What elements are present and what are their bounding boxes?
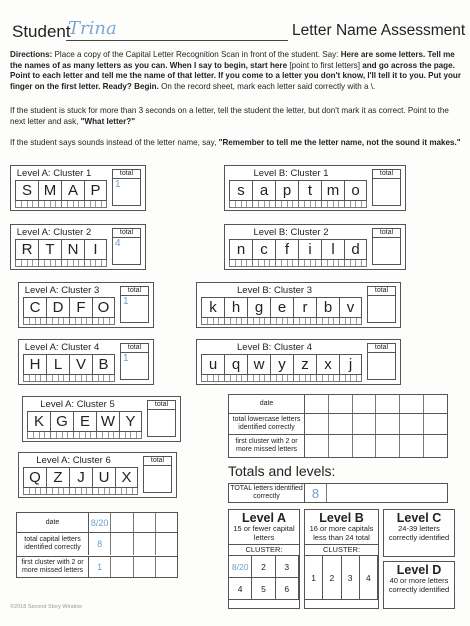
total-label: total (113, 229, 140, 238)
tally-cell[interactable] (61, 260, 84, 267)
upper-total-label: total capital letters identified correctly (17, 533, 89, 555)
tally-cell[interactable] (339, 375, 362, 382)
level-b-cluster-label: CLUSTER: (305, 544, 378, 556)
letter-cell: U (92, 467, 115, 488)
sounds-paragraph: If the student says sounds instead of the letter name, say, "Remember to tell me the letter name, not the sound it makes." (10, 138, 461, 147)
letter-cell: r (293, 297, 316, 318)
letter-cell: M (38, 180, 61, 201)
cluster-title: Level B: Cluster 4 (237, 342, 312, 353)
tally-cell[interactable] (69, 488, 92, 495)
totals-label: TOTAL letters identified correctly (229, 484, 305, 502)
tally-cell[interactable] (316, 318, 339, 325)
cluster-total-box[interactable] (372, 228, 401, 265)
tally-cell[interactable] (92, 375, 115, 382)
total-label: total (368, 287, 395, 296)
letter-cell: f (275, 239, 298, 260)
letter-cell: S (15, 180, 38, 201)
level-c-desc: 24-39 letters correctly identified (388, 524, 450, 542)
letter-cell: V (69, 354, 92, 375)
tally-cell[interactable] (69, 375, 92, 382)
total-label: total (121, 344, 148, 353)
b-cluster-1 (224, 165, 406, 211)
letter-cell: X (115, 467, 138, 488)
tally-cell[interactable] (15, 201, 38, 208)
letter-cell: v (339, 297, 362, 318)
tally-cell[interactable] (73, 432, 96, 439)
level-a-desc: 15 or fewer capital letters (233, 524, 295, 542)
tally-cell[interactable] (321, 260, 344, 267)
letter-cell: Z (46, 467, 69, 488)
a-cluster-4 (18, 339, 154, 385)
cluster-title: Level A: Cluster 6 (36, 455, 111, 466)
level-b-cluster-cell[interactable]: 1 (305, 556, 323, 600)
cluster-total-box[interactable] (372, 169, 401, 206)
letter-cell: i (298, 239, 321, 260)
letter-cell: p (275, 180, 298, 201)
letter-cell: C (23, 297, 46, 318)
level-b-desc: 16 or more capitals less than 24 total (309, 524, 374, 542)
directions-paragraph: Directions: Place a copy of the Capital Letter Recognition Scan in front of the student. Say: Here are some letters. Tell me the names of as many letters as you can. When I say to begin, start here [point to first letters] and go across the page. Point to each letter and tell me the name of that letter. If you come to a letter you don't know, I'll tell it to you. Put your finger on the first letter. Ready? Begin. On the record sheet, mark each letter said correctly with a \. (10, 50, 462, 91)
tally-cell[interactable] (15, 260, 38, 267)
tally-cell[interactable] (119, 432, 142, 439)
cluster-total-box[interactable] (120, 343, 149, 380)
level-c-box (383, 509, 455, 557)
tally-cell[interactable] (46, 488, 69, 495)
letter-cell: A (61, 180, 84, 201)
cluster-total-value[interactable]: 1 (123, 353, 129, 364)
lower-total-label: total lowercase letters identified correctly (229, 414, 305, 434)
tally-cell[interactable] (224, 375, 247, 382)
tally-cell[interactable] (344, 201, 367, 208)
level-c-title: Level C (396, 511, 442, 525)
tally-cell[interactable] (84, 260, 107, 267)
tally-cell[interactable] (84, 201, 107, 208)
stuck-paragraph: If the student is stuck for more than 3 seconds on a letter, tell the student the letter, but don't mark it as correct. Point to the next letter and ask, "What letter?" (10, 106, 449, 126)
cluster-title: Level A: Cluster 3 (24, 285, 100, 296)
total-label: total (113, 170, 140, 179)
student-name-line (66, 40, 288, 41)
lower-date-label: date (229, 395, 305, 413)
total-label: total (121, 287, 148, 296)
tally-cell[interactable] (23, 318, 46, 325)
letter-cell: n (229, 239, 252, 260)
lower-first-cluster-label: first cluster with 2 or more missed letters (229, 435, 305, 457)
letter-cell: y (270, 354, 293, 375)
letter-cell: e (270, 297, 293, 318)
tally-cell[interactable] (23, 375, 46, 382)
b-cluster-3 (196, 282, 401, 328)
letter-cell: J (69, 467, 92, 488)
level-a-box (228, 509, 300, 609)
letter-cell: z (293, 354, 316, 375)
level-b-title: Level B (319, 511, 364, 525)
tally-cell[interactable] (247, 375, 270, 382)
upper-date-label: date (17, 513, 89, 532)
upper-total-value[interactable]: 8 (89, 533, 111, 555)
total-label: total (368, 344, 395, 353)
cluster-title: Level B: Cluster 2 (253, 227, 329, 238)
tally-cell[interactable] (38, 201, 61, 208)
level-b-box (304, 509, 379, 609)
letter-cell: H (23, 354, 46, 375)
letter-cell: g (247, 297, 270, 318)
cluster-total-box[interactable] (367, 343, 396, 380)
level-b-cluster-cell[interactable]: 4 (360, 556, 378, 600)
letter-cell: R (15, 239, 38, 260)
tally-cell[interactable] (224, 318, 247, 325)
upper-date-value[interactable]: 8/20 (89, 513, 111, 532)
letter-cell: P (84, 180, 107, 201)
b-cluster-4 (196, 339, 401, 385)
letter-cell: q (224, 354, 247, 375)
student-label: Student (12, 22, 71, 41)
b-cluster-2 (224, 224, 406, 270)
letter-cell: w (247, 354, 270, 375)
level-b-cluster-cell[interactable]: 3 (342, 556, 360, 600)
letter-cell: a (252, 180, 275, 201)
cluster-total-box[interactable] (147, 400, 176, 437)
tally-cell[interactable] (339, 318, 362, 325)
level-d-title: Level D (396, 563, 442, 577)
total-label: total (148, 401, 175, 410)
letter-cell: k (201, 297, 224, 318)
cluster-total-value[interactable]: 1 (123, 296, 129, 307)
tally-cell[interactable] (293, 318, 316, 325)
cluster-total-box[interactable] (143, 456, 172, 493)
cluster-total-box[interactable] (120, 286, 149, 323)
cluster-title: Level A: Cluster 2 (16, 227, 92, 238)
letter-cell: E (73, 411, 96, 432)
cluster-title: Level B: Cluster 1 (253, 168, 329, 179)
cluster-total-value[interactable]: 4 (115, 238, 121, 249)
letter-cell: N (61, 239, 84, 260)
tally-cell[interactable] (298, 201, 321, 208)
level-d-box (383, 561, 455, 609)
level-d-desc: 40 or more letters correctly identified (388, 576, 450, 594)
level-a-cluster-cell[interactable]: 5 (252, 578, 275, 600)
level-a-cluster-cell[interactable]: 8/20 (229, 556, 252, 578)
tally-cell[interactable] (61, 201, 84, 208)
tally-cell[interactable] (298, 260, 321, 267)
letter-cell: b (316, 297, 339, 318)
letter-cell: D (46, 297, 69, 318)
tally-cell[interactable] (201, 318, 224, 325)
cluster-total-box[interactable] (112, 228, 141, 265)
tally-cell[interactable] (38, 260, 61, 267)
letter-cell: Q (23, 467, 46, 488)
tally-cell[interactable] (316, 375, 339, 382)
cluster-title: Level A: Cluster 4 (24, 342, 100, 353)
letter-cell: L (46, 354, 69, 375)
cluster-total-box[interactable] (112, 169, 141, 206)
letter-cell: B (92, 354, 115, 375)
cluster-total-value[interactable]: 1 (115, 179, 121, 190)
letter-cell: c (252, 239, 275, 260)
tally-cell[interactable] (252, 260, 275, 267)
totals-title: Totals and levels: (228, 463, 336, 479)
letter-cell: x (316, 354, 339, 375)
tally-cell[interactable] (229, 260, 252, 267)
tally-cell[interactable] (92, 318, 115, 325)
page-title: Letter Name Assessment (292, 22, 466, 39)
letter-cell: I (84, 239, 107, 260)
tally-cell[interactable] (247, 318, 270, 325)
tally-cell[interactable] (69, 318, 92, 325)
letter-cell: F (69, 297, 92, 318)
student-name[interactable]: Trina (68, 18, 117, 39)
tally-cell[interactable] (46, 318, 69, 325)
letter-cell: O (92, 297, 115, 318)
level-a-cluster-cell[interactable]: 3 (276, 556, 299, 578)
total-label: total (373, 170, 400, 179)
upper-first-cluster-label: first cluster with 2 or more missed letters (17, 557, 89, 577)
tally-cell[interactable] (275, 260, 298, 267)
level-a-cluster-cell[interactable]: 2 (252, 556, 275, 578)
level-a-cluster-cell[interactable]: 4 (229, 578, 252, 600)
tally-cell[interactable] (293, 375, 316, 382)
lowercase-record-table (228, 394, 448, 458)
a-cluster-1 (10, 165, 146, 211)
tally-cell[interactable] (229, 201, 252, 208)
letter-cell: t (298, 180, 321, 201)
tally-cell[interactable] (252, 201, 275, 208)
tally-cell[interactable] (201, 375, 224, 382)
tally-cell[interactable] (270, 318, 293, 325)
letter-cell: u (201, 354, 224, 375)
tally-cell[interactable] (46, 375, 69, 382)
letter-cell: l (321, 239, 344, 260)
tally-cell[interactable] (321, 201, 344, 208)
letter-cell: K (27, 411, 50, 432)
totals-table (228, 483, 448, 503)
letter-cell: s (229, 180, 252, 201)
tally-cell[interactable] (92, 488, 115, 495)
letter-cell: W (96, 411, 119, 432)
level-a-cluster-cell[interactable]: 6 (276, 578, 299, 600)
level-b-cluster-cell[interactable]: 2 (323, 556, 341, 600)
tally-cell[interactable] (344, 260, 367, 267)
letter-cell: h (224, 297, 247, 318)
letter-cell: Y (119, 411, 142, 432)
level-a-title: Level A (241, 511, 286, 525)
tally-cell[interactable] (115, 488, 138, 495)
letter-cell: o (344, 180, 367, 201)
cluster-title: Level B: Cluster 3 (237, 285, 312, 296)
letter-cell: m (321, 180, 344, 201)
total-label: total (373, 229, 400, 238)
tally-cell[interactable] (270, 375, 293, 382)
tally-cell[interactable] (96, 432, 119, 439)
tally-cell[interactable] (23, 488, 46, 495)
capital-first-cluster-table (16, 556, 178, 578)
letter-cell: T (38, 239, 61, 260)
letter-cell: d (344, 239, 367, 260)
level-a-cluster-label: CLUSTER: (229, 544, 299, 556)
upper-first-value[interactable]: 1 (89, 557, 111, 577)
totals-value[interactable]: 8 (305, 484, 327, 502)
cluster-title: Level A: Cluster 1 (16, 168, 92, 179)
a-cluster-2 (10, 224, 146, 270)
tally-cell[interactable] (50, 432, 73, 439)
letter-cell: G (50, 411, 73, 432)
letter-cell: j (339, 354, 362, 375)
tally-cell[interactable] (275, 201, 298, 208)
total-label: total (144, 457, 171, 466)
tally-cell[interactable] (27, 432, 50, 439)
a-cluster-3 (18, 282, 154, 328)
a-cluster-6 (18, 452, 177, 498)
cluster-total-box[interactable] (367, 286, 396, 323)
cluster-title: Level A: Cluster 5 (40, 399, 115, 410)
a-cluster-5 (22, 396, 181, 442)
copyright: ©2018 Second Story Window (10, 604, 82, 610)
